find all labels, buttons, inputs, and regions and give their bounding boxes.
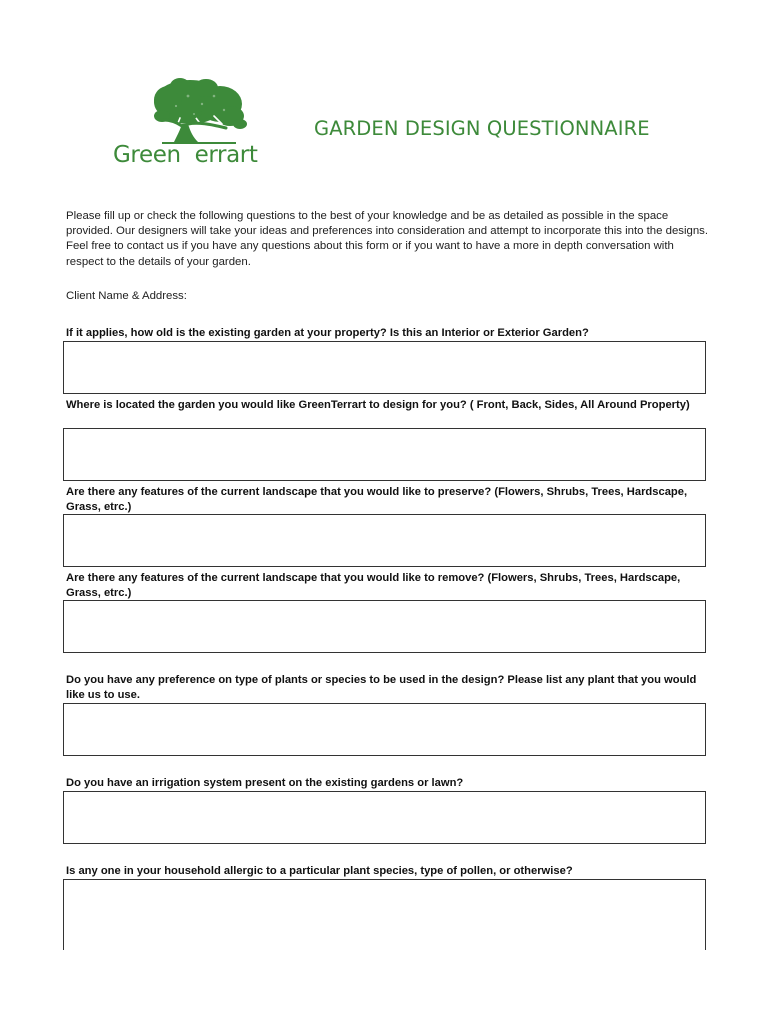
logo-wordmark-t [181,142,195,168]
answer-box-4[interactable] [63,600,706,653]
question-label-6: Do you have an irrigation system present on the existing gardens or lawn? [66,777,464,789]
answer-box-2[interactable] [63,428,706,481]
answer-box-5[interactable] [63,703,706,756]
question-label-2: Where is located the garden you would like GreenTerrart to design for you? ( Front, Back, Sides, All Around Property) [66,399,690,411]
answer-box-3[interactable] [63,514,706,567]
question-label-3: Are there any features of the current landscape that you would like to preserve? (Flowers, Shrubs, Trees, Hardscape, Grass, etrc.) [66,486,688,513]
answer-box-6[interactable] [63,791,706,844]
answer-box-7[interactable] [63,879,706,950]
answer-box-1[interactable] [63,341,706,394]
logo-wordmark-right: errart [194,142,258,168]
logo-wordmark-left: Green [113,142,181,168]
question-label-5: Do you have any preference on type of plants or species to be used in the design? Please list any plant that you would like us to use. [66,674,697,701]
question-label-1: If it applies, how old is the existing garden at your property? Is this an Interior or Exterior Garden? [66,327,589,339]
question-label-4: Are there any features of the current landscape that you would like to remove? (Flowers, Shrubs, Trees, Hardscape, Grass, etrc.) [66,572,681,599]
question-label-7: Is any one in your household allergic to a particular plant species, type of pollen, or otherwise? [66,865,573,877]
logo-wordmark [113,142,257,168]
client-name-address-label: Client Name & Address: [66,290,187,302]
page-title: GARDEN DESIGN QUESTIONNAIRE [314,117,650,140]
intro-paragraph: Please fill up or check the following questions to the best of your knowledge and be as detailed as possible in the space provided. Our designers will take your ideas and preferences into consideration and attempt to incorporate this into the designs. Feel free to contact us if you have any questions about this form or if you want to have a more in depth conversation with respect to the details of your garden. [66,210,709,268]
